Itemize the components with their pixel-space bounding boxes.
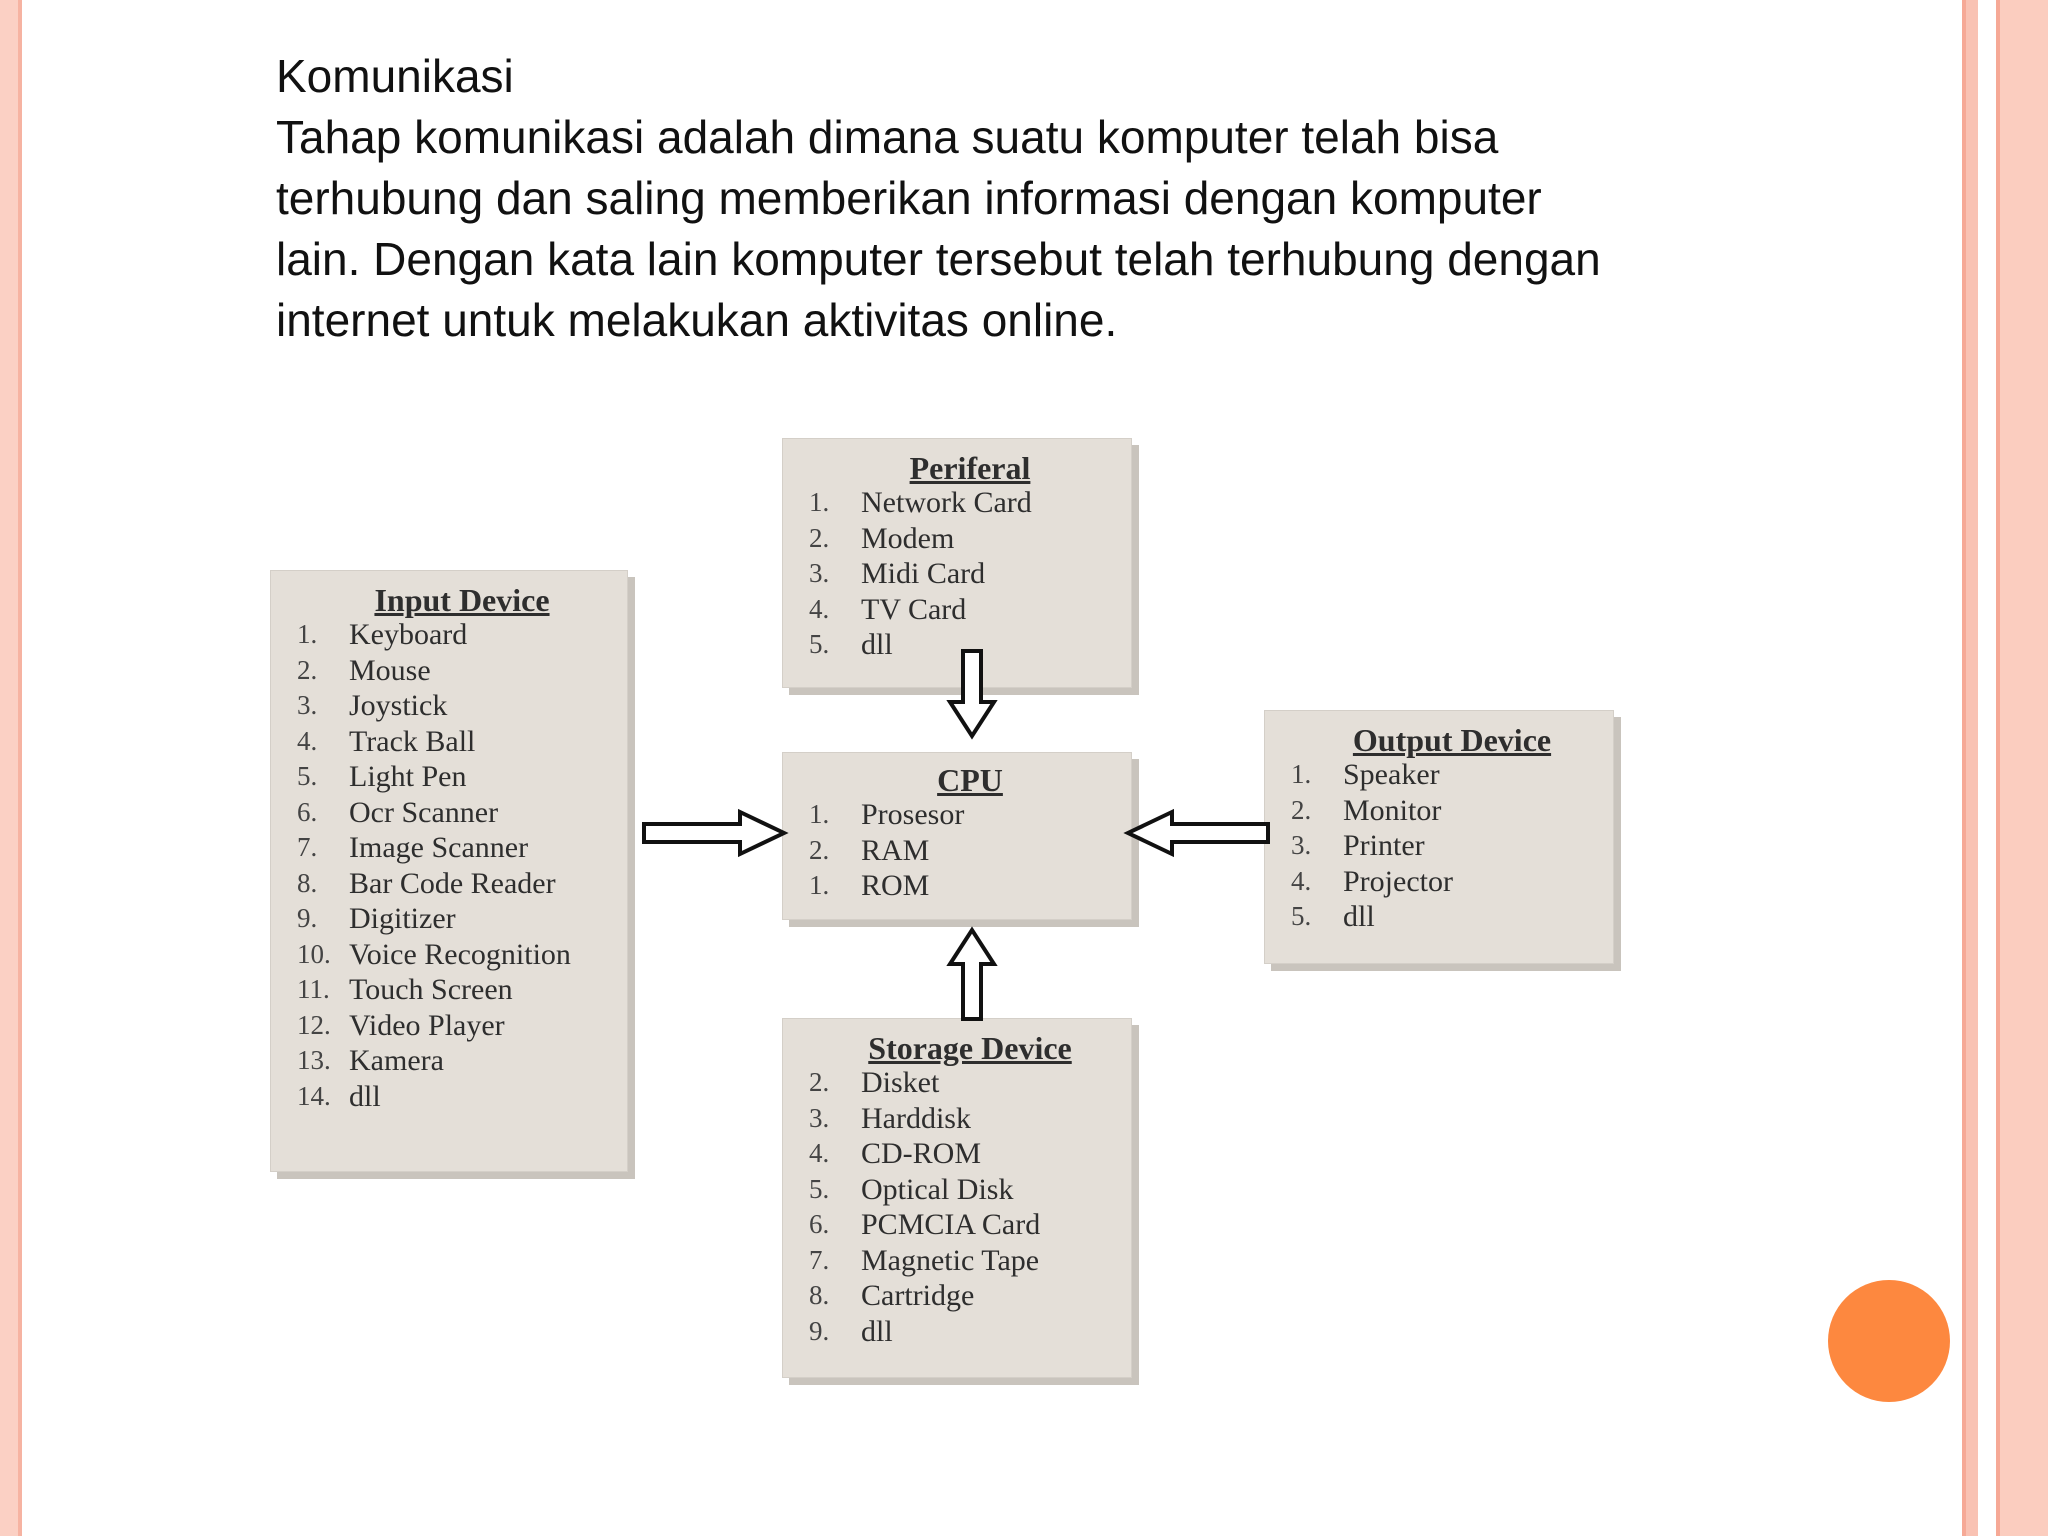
list-item <box>809 1207 1131 1243</box>
slide-text <box>276 46 1616 351</box>
list-item <box>809 797 1131 833</box>
arrow-storage-to-cpu <box>946 926 998 1022</box>
list-item <box>1291 864 1613 900</box>
list-item-number: 2. <box>809 834 830 865</box>
list-item-number: 2. <box>809 522 830 553</box>
slide-left-border <box>0 0 22 1536</box>
list-item <box>809 485 1131 521</box>
list-item-number: 6. <box>809 1209 830 1239</box>
list-item <box>297 901 627 937</box>
periferal-list <box>809 485 1131 663</box>
list-item-label: Ocr Scanner <box>349 795 499 829</box>
list-item-number: 9. <box>297 903 318 933</box>
slide-right-border-outer <box>1996 0 2048 1536</box>
list-item-label: Mouse <box>349 653 431 687</box>
list-item <box>1291 828 1613 864</box>
list-item-number: 12. <box>297 1009 331 1040</box>
list-item-number: 13. <box>297 1045 331 1075</box>
list-item <box>297 688 627 724</box>
list-item-number: 14. <box>297 1080 331 1111</box>
list-item-label: Kamera <box>349 1044 444 1077</box>
list-item-label: RAM <box>861 833 930 867</box>
list-item-label: Magnetic Tape <box>861 1243 1040 1277</box>
list-item <box>809 1101 1131 1137</box>
list-item-number: 5. <box>297 761 318 791</box>
list-item-number: 10. <box>297 938 331 969</box>
list-item <box>809 868 1131 904</box>
list-item-label: Bar Code Reader <box>349 866 556 900</box>
list-item <box>297 972 627 1008</box>
list-item-label: dll <box>861 1314 893 1348</box>
list-item-label: dll <box>349 1079 381 1113</box>
list-item-number: 1. <box>809 487 830 517</box>
slide-paragraph: Tahap komunikasi adalah dimana suatu komputer telah bisa terhubung dan saling memberikan informasi dengan komputer lain. Dengan kata lain komputer tersebut telah terhubung dengan internet untuk melakukan aktivitas online. <box>276 111 1601 346</box>
list-item-number: 3. <box>1291 830 1312 860</box>
list-item <box>809 1136 1131 1172</box>
list-item <box>809 521 1131 557</box>
list-item <box>297 866 627 902</box>
list-item-number: 2. <box>809 1067 830 1097</box>
input-device-box <box>270 570 628 1172</box>
decorative-orange-circle <box>1828 1280 1950 1402</box>
list-item-label: Optical Disk <box>861 1172 1014 1206</box>
list-item-label: ROM <box>861 869 930 902</box>
list-item <box>1291 899 1613 935</box>
list-item <box>809 1172 1131 1208</box>
list-item <box>809 1065 1131 1101</box>
list-item-label: dll <box>861 628 893 661</box>
list-item-number: 1. <box>1291 759 1312 789</box>
list-item-label: Image Scanner <box>349 831 529 864</box>
list-item <box>1291 793 1613 829</box>
list-item-number: 8. <box>809 1280 830 1310</box>
list-item <box>297 795 627 831</box>
list-item-number: 4. <box>809 593 830 624</box>
list-item-number: 5. <box>809 1173 830 1204</box>
list-item <box>297 724 627 760</box>
list-item-number: 4. <box>1291 865 1312 896</box>
input-device-title: Input Device <box>374 582 550 618</box>
list-item-label: Touch Screen <box>349 973 513 1006</box>
list-item-label: Joystick <box>349 689 448 722</box>
list-item-number: 9. <box>809 1315 830 1346</box>
arrow-output-to-cpu <box>1122 808 1272 858</box>
list-item-number: 8. <box>297 867 318 898</box>
list-item <box>297 830 627 866</box>
list-item-number: 1. <box>297 619 318 649</box>
list-item-number: 3. <box>809 558 830 588</box>
list-item-number: 7. <box>809 1244 830 1275</box>
output-device-list <box>1291 757 1613 935</box>
list-item <box>809 1278 1131 1314</box>
list-item-label: Modem <box>861 521 955 555</box>
list-item <box>297 1043 627 1079</box>
list-item-label: Track Ball <box>349 724 476 758</box>
slide-right-border-gap <box>1978 0 1996 1536</box>
list-item <box>297 653 627 689</box>
list-item-label: Keyboard <box>349 618 468 651</box>
slide-heading: Komunikasi <box>276 50 514 102</box>
periferal-title: Periferal <box>909 450 1031 486</box>
list-item <box>809 833 1131 869</box>
list-item-number: 5. <box>1291 901 1312 931</box>
list-item-label: Network Card <box>861 486 1032 519</box>
list-item-number: 3. <box>809 1102 830 1133</box>
slide-right-border-inner <box>1962 0 1978 1536</box>
list-item <box>297 759 627 795</box>
list-item-number: 5. <box>809 629 830 659</box>
list-item <box>1291 757 1613 793</box>
list-item <box>809 592 1131 628</box>
list-item <box>297 617 627 653</box>
list-item-number: 6. <box>297 796 318 827</box>
cpu-list <box>809 797 1131 904</box>
cpu-box <box>782 752 1132 920</box>
list-item-label: Prosesor <box>861 798 965 831</box>
list-item-label: Speaker <box>1343 758 1440 791</box>
list-item-label: Video Player <box>349 1008 505 1042</box>
list-item <box>297 1079 627 1115</box>
list-item-label: CD-ROM <box>861 1137 982 1170</box>
output-device-box <box>1264 710 1614 964</box>
list-item <box>809 556 1131 592</box>
list-item-label: PCMCIA Card <box>861 1208 1041 1241</box>
storage-device-title: Storage Device <box>868 1030 1072 1066</box>
input-device-list <box>297 617 627 1114</box>
list-item-label: Light Pen <box>349 760 467 793</box>
list-item-label: Printer <box>1343 829 1425 862</box>
list-item <box>809 1243 1131 1279</box>
list-item-number: 11. <box>297 974 330 1004</box>
cpu-title: CPU <box>937 762 1003 798</box>
list-item-label: Digitizer <box>349 902 456 935</box>
storage-device-list <box>809 1065 1131 1349</box>
list-item-label: Disket <box>861 1066 940 1099</box>
list-item-label: dll <box>1343 900 1375 933</box>
list-item-number: 3. <box>297 690 318 720</box>
list-item <box>297 1008 627 1044</box>
list-item-number: 4. <box>809 1138 830 1168</box>
storage-device-box <box>782 1018 1132 1378</box>
list-item-label: Midi Card <box>861 557 986 590</box>
list-item-label: Monitor <box>1343 793 1442 827</box>
list-item-label: Projector <box>1343 864 1453 898</box>
arrow-periferal-to-cpu <box>946 648 998 740</box>
list-item-number: 2. <box>1291 794 1312 825</box>
list-item <box>297 937 627 973</box>
list-item-label: Voice Recognition <box>349 937 571 971</box>
output-device-title: Output Device <box>1352 722 1552 758</box>
list-item-label: Harddisk <box>861 1101 971 1135</box>
list-item-number: 1. <box>809 870 830 900</box>
arrow-input-to-cpu <box>640 808 790 858</box>
list-item-number: 1. <box>809 799 830 829</box>
list-item-number: 2. <box>297 654 318 685</box>
list-item <box>809 1314 1131 1350</box>
list-item-number: 7. <box>297 832 318 862</box>
list-item-number: 4. <box>297 725 318 756</box>
list-item-label: TV Card <box>861 592 967 626</box>
list-item-label: Cartridge <box>861 1279 975 1312</box>
